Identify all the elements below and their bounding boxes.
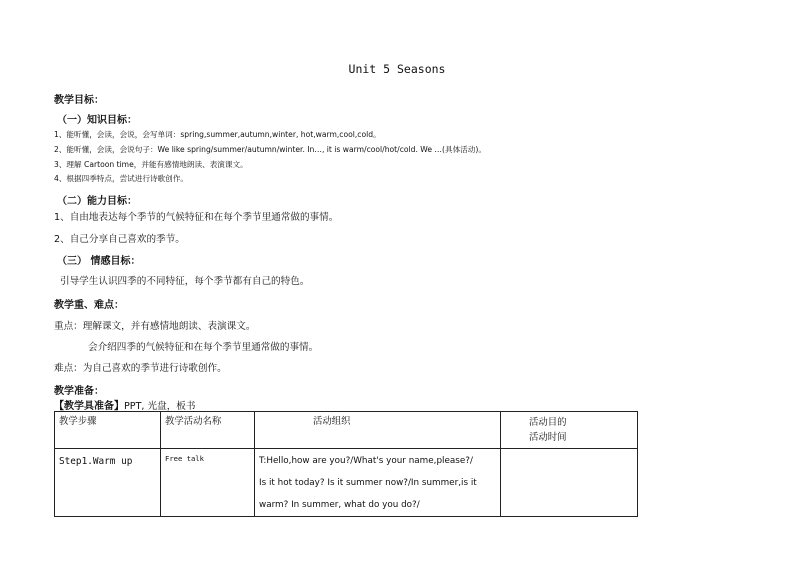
ability-heading: （二）能力目标：	[57, 196, 137, 207]
header-organization: 活动组织	[313, 416, 351, 427]
header-activity-name-cell	[161, 412, 255, 449]
key-point-line-1: 重点：理解课文，并有感情地朗读、表演课文。	[54, 321, 256, 332]
lesson-table	[54, 411, 638, 517]
header-activity-name: 教学活动名称	[165, 416, 222, 427]
prep-heading: 教学准备：	[54, 386, 104, 397]
header-step: 教学步骤	[59, 416, 97, 427]
ability-item-2: 2、自己分享自己喜欢的季节。	[54, 234, 185, 245]
organization-line-1: T:Hello,how are you?/What's your name,please?/	[259, 456, 473, 466]
header-purpose-time-cell	[501, 412, 638, 449]
organization-line-3: warm? In summer, what do you do?/	[259, 500, 420, 510]
document-title: Unit 5 Seasons	[348, 62, 446, 76]
emotion-text: 引导学生认识四季的不同特征，每个季节都有自己的特色。	[60, 276, 310, 287]
header-purpose: 活动目的	[529, 417, 567, 428]
header-organization-cell	[255, 412, 501, 449]
step-cell	[55, 449, 161, 517]
emotion-heading: （三） 情感目标：	[57, 256, 141, 267]
organization-line-2: Is it hot today? Is it summer now?/In summer,is it	[259, 478, 477, 488]
header-time: 活动时间	[529, 432, 567, 443]
row-step: Step1.Warm up	[59, 456, 133, 467]
purpose-cell	[501, 449, 638, 517]
knowledge-item-1: 1、能听懂，会读，会说，会写单词：spring,summer,autumn,winter, hot,warm,cool,cold。	[54, 130, 381, 139]
tools-line	[54, 397, 196, 412]
table-header-row	[55, 412, 638, 449]
table-row	[55, 449, 638, 517]
goals-heading: 教学目标：	[54, 95, 104, 106]
difficult-point: 难点：为自己喜欢的季节进行诗歌创作。	[54, 363, 227, 374]
key-point-line-2: 会介绍四季的气候特征和在每个季节里通常做的事情。	[88, 342, 319, 353]
knowledge-item-3: 3、理解 Cartoon time，并能有感情地朗读、表演课文。	[54, 160, 248, 169]
knowledge-item-4: 4、根据四季特点，尝试进行诗歌创作。	[54, 174, 188, 183]
ability-item-1: 1、自由地表达每个季节的气候特征和在每个季节里通常做的事情。	[54, 212, 339, 223]
tools-value: PPT, 光盘，板书	[124, 401, 196, 412]
header-step-cell	[55, 412, 161, 449]
row-activity-name: Free talk	[165, 454, 204, 463]
tools-label: 【教学具准备】	[54, 401, 124, 412]
row-purpose	[501, 449, 637, 455]
organization-cell	[255, 449, 501, 517]
activity-name-cell	[161, 449, 255, 517]
key-points-heading: 教学重、难点：	[54, 300, 124, 311]
knowledge-item-2: 2、能听懂，会读，会说句子：We like spring/summer/autumn/winter. In…, it is warm/cool/hot/cold. We …(具体活动)。	[54, 145, 486, 154]
knowledge-heading: （一）知识目标：	[57, 115, 137, 126]
